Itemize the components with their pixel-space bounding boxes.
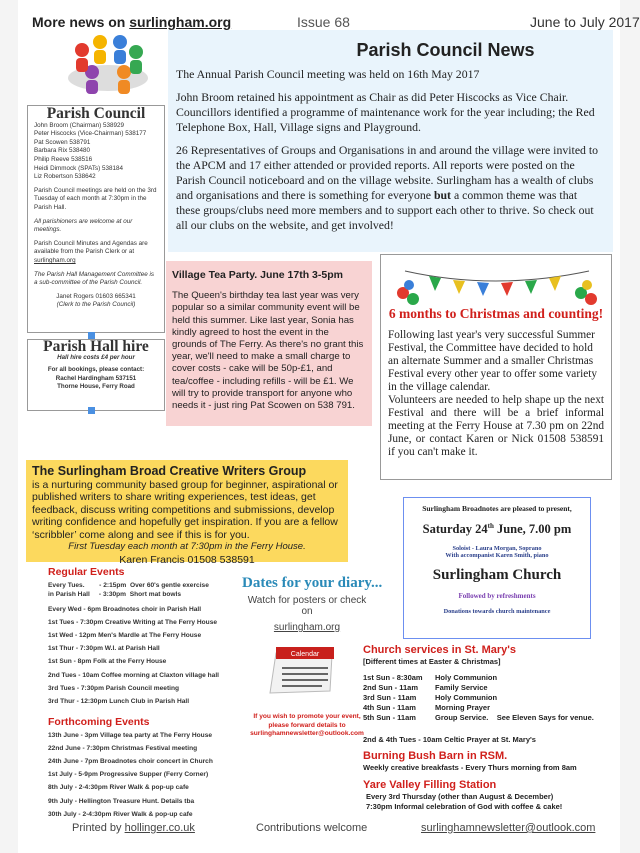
donations: Donations towards church maintenance [443, 608, 551, 616]
issue-number: Issue 68 [297, 14, 350, 30]
event-item: 1st Wed - 12pm Men's Mardle at The Ferry House [48, 632, 202, 640]
date-suffix: th [487, 522, 494, 530]
bunting-baubles-icon [395, 263, 599, 309]
service-name: Family Service [435, 683, 488, 692]
event-item: 1st Tues - 7:30pm Creative Writing at The Ferry House [48, 619, 218, 627]
writers-contact: Karen Francis 01508 538591 [119, 553, 255, 566]
parish-council-news [168, 30, 613, 252]
regular-events-title: Regular Events [48, 566, 125, 578]
christmas-box [380, 254, 612, 480]
news-p3-b: a common theme was that these groups/clubs need more members and to support each other to thrive. So check out all our clubs on the website, and get involved! [176, 188, 594, 232]
diary-sub: Watch for posters or check on [247, 595, 367, 617]
dates-for-diary [242, 575, 383, 739]
news-p3-bold: but [433, 188, 451, 202]
broadnotes-concert-box [403, 497, 591, 639]
clerk-contact [34, 293, 158, 310]
parish-hall-box [27, 339, 165, 411]
event-item: 9th July - Hellington Treasure Hunt. Details tba [48, 797, 195, 805]
service-name: Holy Communion [435, 673, 498, 682]
member: Barbara Rix 538480 [34, 147, 91, 155]
burning-bush-title: Burning Bush Barn in RSM. [363, 750, 508, 762]
event-item: 30th July - 2-4:30pm River Walk & pop-up cafe [48, 810, 193, 818]
expand-handle-icon[interactable] [88, 407, 95, 414]
committee-note: The Parish Hall Management Committee is a sub-committee of the Parish Council. [34, 270, 155, 287]
service-name: Group Service. See Eleven Says for venue. [435, 713, 594, 722]
event-item: 1st Sun - 8pm Folk at the Ferry House [48, 658, 167, 666]
service-time: 3rd Sun - 11am [363, 693, 417, 702]
writers-body: is a nurturing community based group for beginner, aspirational or published writers to share writing experiences, test ideas, get feedback, discuss writing competitions and submissions, develop writing confidence and hopefully get inspiration. If you are a fellow ‘scribbler’ come along and see if this is for you. [32, 478, 338, 541]
service-row [363, 683, 594, 693]
minutes-link[interactable]: surlingham.org [34, 256, 76, 264]
hall-contact: Rachel Hardingham 537151 [55, 374, 137, 382]
members-list [34, 122, 158, 182]
christmas-p1: Following last year's very successful Summer Festival, the Committee have decided to hold an alternate Summer and a smaller Christmas Festival every other year to offer some variety in the village calendar. [388, 329, 598, 393]
event-item: 3rd Tues - 7:30pm Parish Council meeting [48, 684, 180, 692]
service-time: 2nd Sun - 11am [363, 683, 419, 692]
tea-party-body: The Queen's birthday tea last year was very popular so a similar community event will be held this summer. Like last year, Sonia has kindly agreed to host the event in the grounds of The Ferry. As there's no grant this year, we'll need to make a small charge to cover costs - cake will be 50p-£1, and tea/coffee - including refills - will be £1. We will try to provide transport for anyone who needs it - just ring Pat Scowen on 538 791. [172, 290, 364, 412]
member: Heidi Dimmock (SPATs) 538184 [34, 164, 124, 172]
clerk-name: Janet Rogers 01603 665341 [56, 292, 136, 300]
parish-council-box [27, 105, 165, 333]
event-item: 1st Thur - 7:30pm W.I. at Parish Hall [48, 645, 160, 653]
promote-line: If you wish to promote your event, [253, 713, 361, 720]
broadnotes-intro: Surlingham Broadnotes are pleased to present, [422, 504, 572, 513]
news-p3 [176, 143, 603, 233]
printer-link[interactable]: hollinger.co.uk [124, 822, 195, 834]
writers-group-box [26, 460, 348, 566]
member: Philip Reeve 538516 [34, 155, 93, 163]
burning-bush-body: Weekly creative breakfasts - Every Thurs morning from 8am [363, 763, 577, 772]
member: John Broom (Chairman) 538929 [34, 121, 124, 129]
community-people-logo [62, 28, 154, 100]
member: Peter Hiscocks (Vice-Chairman) 538177 [34, 130, 147, 138]
event-item: 22nd June - 7:30pm Christmas Festival meeting [48, 745, 198, 753]
church-services [363, 644, 594, 812]
event-item: 2nd Tues - 10am Coffee morning at Claxton village hall [48, 671, 219, 679]
date-rest: June, 7.00 pm [493, 522, 572, 537]
promote-note [242, 713, 372, 739]
clerk-role: (Clerk to the Parish Council) [56, 301, 136, 309]
church-title: Church services in St. Mary's [363, 644, 517, 656]
hall-bookings: For all bookings, please contact: [47, 366, 145, 373]
news-p3-a: 26 Representatives of Groups and Organisations in and around the village were invited to the APCM and 17 either attended or provided reports. All reports were posted on the Parish Council noticeboard and on the village website. Surlingham has a wealth of clubs and organisations and there is something for everyone [176, 143, 599, 202]
diary-link[interactable]: surlingham.org [273, 622, 341, 633]
diary-title: Dates for your diary... [242, 575, 383, 591]
christmas-title: 6 months to Christmas and counting! [388, 306, 604, 321]
date-main: Saturday 24 [422, 522, 488, 537]
service-row [363, 673, 594, 683]
event-item: 13th June - 3pm Village tea party at The Ferry House [48, 732, 213, 740]
writers-title: The Surlingham Broad Creative Writers Group [32, 464, 307, 478]
service-time: 1st Sun - 8:30am [363, 673, 423, 682]
hall-cost: Hall hire costs £4 per hour [57, 353, 135, 361]
event-item: in Parish Hall - 3:30pm Short mat bowls [48, 591, 182, 599]
footer-printed [72, 822, 195, 834]
news-title: Parish Council News [356, 40, 535, 60]
event-item: Every Wed - 6pm Broadnotes choir in Parish Hall [48, 606, 202, 614]
service-name: Morning Prayer [435, 703, 491, 712]
service-row [363, 703, 594, 713]
service-name: Holy Communion [435, 693, 498, 702]
welcome-note: All parishioners are welcome at our meetings. [34, 217, 133, 234]
concert-venue: Surlingham Church [432, 567, 562, 584]
member: Liz Robertson 538642 [34, 173, 96, 181]
service-row [363, 713, 594, 723]
news-p2: John Broom retained his appointment as Chair as did Peter Hiscocks as Vice Chair. Councillors identified a programme of maintenance work for the year including; the Red Telephone Box, Hall, Village signs and Playground. [176, 90, 595, 134]
more-news-label: More news on [32, 14, 130, 30]
tea-party-box [166, 261, 372, 426]
tues-events [48, 581, 219, 599]
event-item: 8th July - 2-4:30pm River Walk & pop-up cafe [48, 784, 189, 792]
minutes-text: Parish Council Minutes and Agendas are available from the Parish Clerk or at [34, 239, 148, 256]
celtic-prayer: 2nd & 4th Tues - 10am Celtic Prayer at St. Mary's [363, 735, 536, 744]
service-row [363, 693, 594, 703]
parish-hall-title: Parish Hall hire [43, 338, 149, 355]
services-table [363, 673, 594, 723]
footer-contributions: Contributions welcome [256, 822, 368, 834]
site-link[interactable]: surlingham.org [129, 14, 232, 30]
minutes-info [34, 240, 158, 266]
issue-dates: June to July 2017 [530, 14, 640, 30]
christmas-p2: Volunteers are needed to help shape up the next Festival and there will be a brief informal meeting at the Ferry House at 7.30 pm on 22nd June, or contact Karen or Nick 01508 538591 if you can't make it. [388, 394, 604, 458]
calendar-label: Calendar [290, 651, 320, 658]
calendar-icon [262, 643, 338, 705]
forthcoming-events-title: Forthcoming Events [48, 716, 150, 728]
printed-label: Printed by [72, 822, 125, 834]
promote-line: please forward details to [268, 721, 346, 729]
writers-when: First Tuesday each month at 7:30pm in the Ferry House. [68, 541, 306, 552]
forthcoming-events [48, 716, 213, 821]
yare-line1: Every 3rd Thursday (other than August & December) [366, 792, 554, 801]
hall-address: Thorne House, Ferry Road [57, 383, 135, 390]
concert-date [404, 522, 590, 537]
accompanist: With accompanist Karen Smith, piano [445, 552, 549, 560]
event-item: Every Tues. - 2:15pm Over 60's gentle exercise [48, 582, 209, 590]
promote-email: surlinghamnewsletter@outlook.com [250, 730, 364, 737]
yare-title: Yare Valley Filling Station [363, 779, 497, 791]
regular-events [48, 566, 219, 708]
meetings-info: Parish Council meetings are held on the 3rd Tuesday of each month at 7:30pm in the Parish Hall. [34, 186, 157, 211]
news-p1: The Annual Parish Council meeting was held on 16th May 2017 [176, 67, 480, 81]
service-time: 4th Sun - 11am [363, 703, 416, 712]
member: Pat Scowen 538791 [34, 138, 91, 146]
soloist: Soloist - Laura Morgan, Soprano [452, 545, 542, 553]
service-time: 5th Sun - 11am [363, 713, 416, 722]
footer-email-link[interactable]: surlinghamnewsletter@outlook.com [421, 822, 596, 834]
refreshments: Followed by refreshments [458, 592, 536, 601]
tea-party-title: Village Tea Party. June 17th 3-5pm [172, 269, 343, 281]
event-item: 24th June - 7pm Broadnotes choir concert in Church [48, 758, 213, 766]
event-item: 3rd Thur - 12:30pm Lunch Club in Parish Hall [48, 697, 190, 705]
yare-line2: 7:30pm Informal celebration of God with coffee & cake! [366, 802, 563, 811]
parish-council-title: Parish Council [46, 105, 146, 122]
event-item: 1st July - 5-9pm Progressive Supper (Ferry Corner) [48, 771, 209, 779]
church-note: [Different times at Easter & Christmas] [363, 657, 501, 666]
